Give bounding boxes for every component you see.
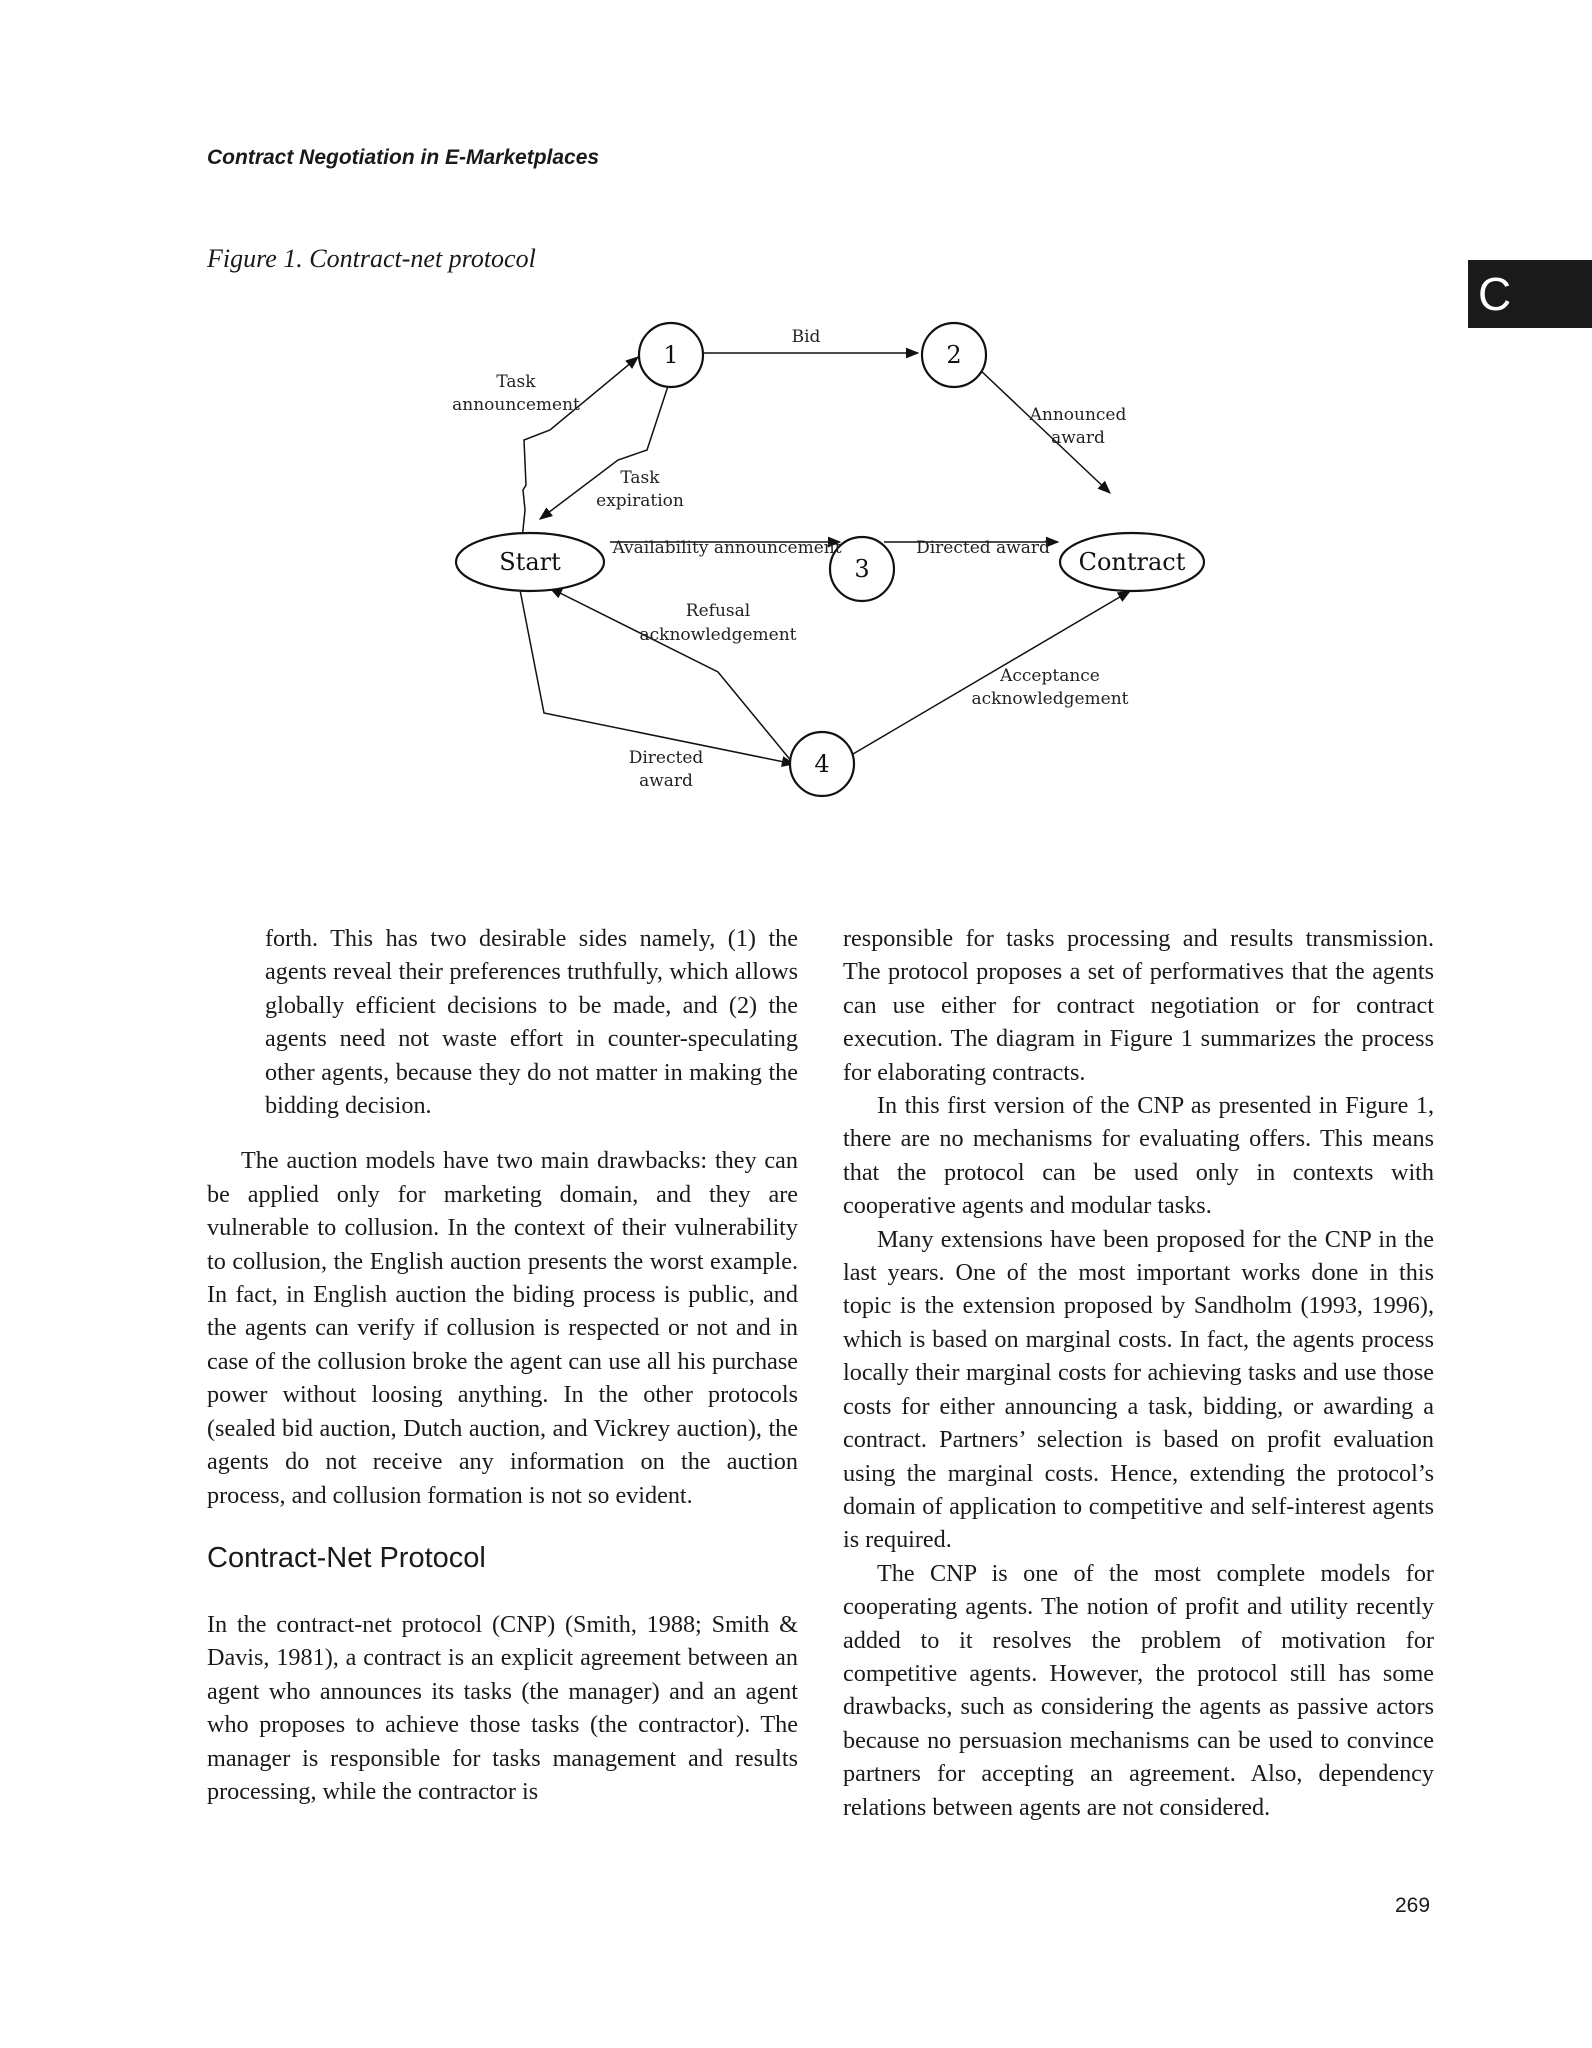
label-announced-award-2: award: [1051, 428, 1105, 448]
contract-net-diagram: [440, 310, 1230, 810]
label-acceptance-acknowledgement-1: Acceptance: [1000, 666, 1100, 686]
page-number: 269: [1395, 1894, 1431, 1917]
label-task-expiration-2: expiration: [596, 491, 684, 511]
label-directed-award-4-1: Directed: [628, 748, 704, 768]
section-heading: Contract-Net Protocol: [207, 1541, 486, 1574]
paragraph: The auction models have two main drawbacks: they can be applied only for marketing domain, and they are vulnerable to collusion. In the context of their vulnerability to collusion, the English auction presents the worst example. In fact, in English auction the biding process is public, and the agents can verify if collusion is respected or not and in case of the collusion broke the agent can use all his purchase power without loosing anything. In the other protocols (sealed bid auction, Dutch auction, and Vickrey auction), the agents do not receive any information on the auction process, and collusion formation is not so evident.: [207, 1147, 798, 1509]
right-column: [843, 922, 1434, 1824]
left-column: [207, 922, 798, 1808]
label-directed-award-3: Directed award: [916, 538, 1050, 558]
label-availability-announcement: Availability announcement: [612, 538, 842, 558]
node-3-label: 3: [854, 555, 870, 583]
label-bid: Bid: [791, 327, 821, 347]
node-1-label: 1: [663, 341, 679, 369]
label-task-announcement-1: Task: [496, 372, 536, 392]
paragraph: Many extensions have been proposed for the CNP in the last years. One of the most important works done in this topic is the extension proposed by Sandholm (1993, 1996), which is based on marginal costs. In fact, the agents process locally their marginal costs for achieving tasks and use those costs for either announcing a task, bidding, or awarding a contract. Partners’ selection is based on profit evaluation using the marginal costs. Hence, extending the protocol’s domain of application to competitive and self-interest agents is required.: [843, 1225, 1434, 1554]
node-contract-label: Contract: [1078, 548, 1186, 576]
label-task-announcement-2: announcement: [452, 395, 580, 415]
edge-directed-award-4: [520, 590, 794, 764]
label-announced-award-1: Announced: [1029, 405, 1127, 425]
label-acceptance-acknowledgement-2: acknowledgement: [971, 689, 1129, 709]
node-4-label: 4: [814, 750, 830, 778]
running-head: Contract Negotiation in E-Marketplaces: [207, 146, 600, 169]
label-task-expiration-1: Task: [620, 468, 660, 488]
node-start-label: Start: [499, 548, 561, 576]
node-2-label: 2: [946, 341, 962, 369]
edge-refusal-acknowledgement: [550, 588, 797, 768]
label-refusal-acknowledgement-1: Refusal: [685, 601, 751, 621]
paragraph: In the contract-net protocol (CNP) (Smith, 1988; Smith & Davis, 1981), a contract is an explicit agreement between an agent who announces its tasks (the manager) and an agent who proposes to achieve those tasks (the contractor). The manager is responsible for tasks management and results processing, while the contractor is: [207, 1610, 798, 1805]
section-tab: C: [1468, 260, 1592, 328]
paragraph: In this first version of the CNP as presented in Figure 1, there are no mechanisms for evaluating offers. This means that the protocol can be used only in contexts with cooperative agents and modular tasks.: [843, 1092, 1434, 1220]
paragraph: forth. This has two desirable sides namely, (1) the agents reveal their preferences truthfully, which allows globally efficient decisions to be made, and (2) the agents need not waste effort in counter-speculating other agents, because they do not matter in making the bidding decision.: [265, 925, 798, 1120]
paragraph: responsible for tasks processing and results transmission. The protocol proposes a set of performatives that the agents can use either for contract negotiation or for contract execution. The diagram in Figure 1 summarizes the process for elaborating contracts.: [843, 925, 1434, 1086]
paragraph: The CNP is one of the most complete models for cooperating agents. The notion of profit and utility recently added to it resolves the problem of motivation for competitive agents. However, the protocol still has some drawbacks, such as considering the agents as passive actors because no persuasion mechanisms can be used to convince partners for accepting an agreement. Also, dependency relations between agents are not considered.: [843, 1559, 1434, 1821]
label-refusal-acknowledgement-2: acknowledgement: [639, 625, 797, 645]
label-directed-award-4-2: award: [639, 771, 693, 791]
figure-caption: Figure 1. Contract-net protocol: [207, 244, 536, 273]
